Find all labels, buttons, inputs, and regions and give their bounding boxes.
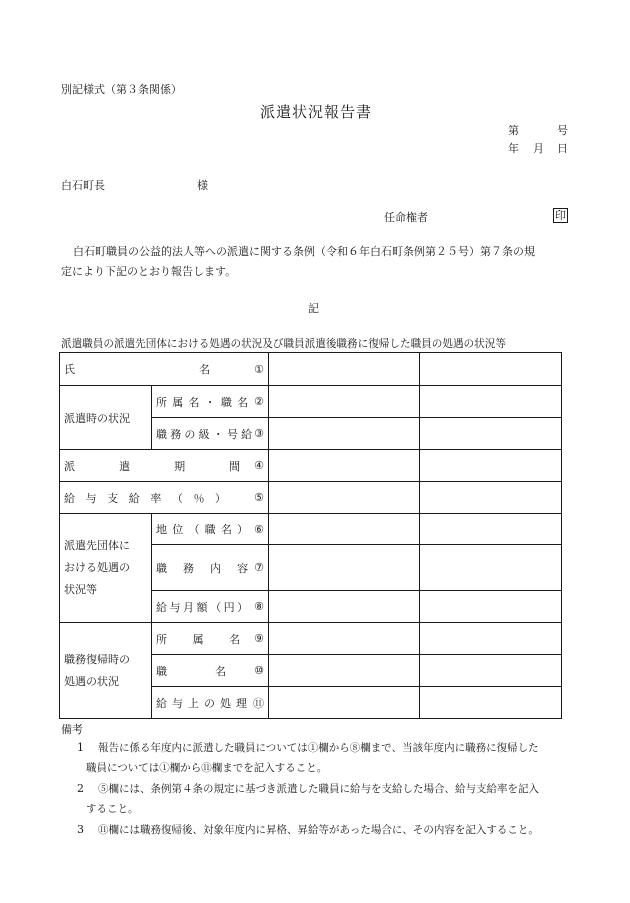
item-number: ⑩ <box>254 664 264 677</box>
label-char: の <box>204 696 215 710</box>
group-label-line: 処遇の状況 <box>64 674 119 688</box>
host-position-extra-cell[interactable] <box>420 514 562 545</box>
label-return-affiliation <box>152 623 269 655</box>
return-pay-treatment-extra-cell[interactable] <box>420 687 562 719</box>
remark-2-line-1: ⑤欄には、条例第４条の規定に基づき派遣した職員に給与を支給した場合、給与支給率を記入 <box>98 783 539 795</box>
remark-2-number: 2 <box>77 782 84 795</box>
remark-1-line-1: 報告に係る年度内に派遣した職員については①欄から⑧欄まで、当該年度内に職務に復帰した <box>98 742 539 754</box>
label-char: 月 <box>183 600 195 614</box>
item-number: ⑨ <box>254 632 264 645</box>
label-char: 容 <box>237 561 249 575</box>
label-char: ） <box>237 523 249 536</box>
remark-3-line-1: ⑪欄には職務復帰後、対象年度内に昇格、昇給等があった場合に、その内容を記入すること。 <box>98 824 539 836</box>
row-host-position <box>60 514 562 545</box>
group-label-line: 職務復帰時の <box>64 652 130 666</box>
remark-1-line-2: 職員については①欄から⑪欄までを記入すること。 <box>86 762 328 774</box>
label-char: の <box>184 427 196 441</box>
item-number: ⑥ <box>254 522 264 536</box>
body-line-2: 定により下記のとおり報告します。 <box>61 265 237 278</box>
item-number: ⑪ <box>253 696 264 710</box>
group-label-line: 派遣先団体に <box>64 539 130 552</box>
label-char: 務 <box>183 561 195 575</box>
label-char: ・ <box>204 395 216 409</box>
label-char: 地 <box>156 523 167 536</box>
item-number: ④ <box>254 459 264 472</box>
period-extra-cell[interactable] <box>420 450 562 482</box>
appointing-authority: 任命権者 <box>384 211 428 224</box>
group-host-treatment <box>60 514 152 623</box>
label-char: 名 <box>215 664 227 678</box>
remark-2-line-2: すること。 <box>86 803 139 815</box>
item-number: ② <box>254 395 264 408</box>
label-host-duties <box>152 545 269 591</box>
host-position-value-cell[interactable] <box>269 514 420 545</box>
label-char: 級 <box>198 427 210 441</box>
name-value-cell[interactable] <box>269 353 420 386</box>
form-label: 別記様式（第３条関係） <box>61 83 182 96</box>
label-char: 円 <box>223 600 235 614</box>
remarks-title: 備考 <box>61 723 83 736</box>
item-number: ⑧ <box>254 600 264 613</box>
row-return-affiliation <box>60 623 562 655</box>
seal-mark: 印 <box>555 209 566 222</box>
pay-rate-value-cell[interactable] <box>269 482 420 514</box>
return-job-value-cell[interactable] <box>269 655 420 687</box>
label-host-position <box>152 514 269 545</box>
label-char: 職 <box>220 395 232 409</box>
number-prefix: 第 <box>508 124 519 137</box>
label-char: 属 <box>192 632 204 646</box>
label-grade <box>152 418 269 450</box>
host-duties-extra-cell[interactable] <box>420 545 562 591</box>
group-label: 派遣時の状況 <box>64 411 130 425</box>
date-day: 日 <box>557 142 568 155</box>
label-char: 内 <box>210 561 222 575</box>
label-affiliation-title <box>152 386 269 418</box>
label-char: 職 <box>156 664 167 678</box>
label-char: 所 <box>156 632 167 646</box>
label-char: 支 <box>107 491 119 505</box>
affiliation-extra-cell[interactable] <box>420 386 562 418</box>
label-char: 職 <box>156 427 167 441</box>
period-value-cell[interactable] <box>269 450 420 482</box>
body-line-1: 白石町職員の公益的法人等への派遣に関する条例（令和６年白石町条例第２５号）第７条の規 <box>73 245 535 258</box>
group-label-line: 状況等 <box>64 583 97 596</box>
label-name <box>60 353 269 386</box>
return-affiliation-extra-cell[interactable] <box>420 623 562 655</box>
label-host-salary <box>152 591 269 623</box>
label-char: 給 <box>64 491 75 505</box>
grade-value-cell[interactable] <box>269 418 420 450</box>
grade-extra-cell[interactable] <box>420 418 562 450</box>
report-table <box>59 352 562 719</box>
item-number: ⑦ <box>254 561 264 574</box>
label-char: 間 <box>229 459 241 473</box>
label-period <box>60 450 269 482</box>
pay-rate-extra-cell[interactable] <box>420 482 562 514</box>
table-caption: 派遣職員の派遣先団体における処遇の状況及び職員派遣後職務に復帰した職員の処遇の状況等 <box>61 338 506 350</box>
label-char: 氏 <box>64 363 75 376</box>
number-suffix: 号 <box>557 124 568 137</box>
label-char: ） <box>237 600 249 614</box>
label-char: 給 <box>156 696 167 710</box>
label-char: （ <box>171 491 183 505</box>
row-period <box>60 450 562 482</box>
label-char: 額 <box>196 600 208 614</box>
addressee: 白石町長 <box>61 179 105 192</box>
label-char: 派 <box>64 459 75 473</box>
label-char: ） <box>215 491 227 505</box>
label-return-job <box>152 655 269 687</box>
name-extra-cell[interactable] <box>420 353 562 386</box>
date-month: 月 <box>533 142 544 155</box>
return-job-extra-cell[interactable] <box>420 655 562 687</box>
label-char: ・ <box>212 427 224 441</box>
label-pay-rate <box>60 482 269 514</box>
ki-heading: 記 <box>308 302 319 315</box>
return-pay-treatment-value-cell[interactable] <box>269 687 420 719</box>
row-dispatch-affiliation <box>60 386 562 418</box>
honorific: 様 <box>197 179 208 192</box>
row-pay-rate <box>60 482 562 514</box>
item-number: ⑤ <box>254 491 264 504</box>
label-char: 理 <box>236 696 247 710</box>
host-duties-value-cell[interactable] <box>269 545 420 591</box>
label-char: （ <box>188 523 200 536</box>
label-char: 与 <box>172 696 183 710</box>
host-salary-value-cell[interactable] <box>269 591 420 623</box>
label-char: 名 <box>199 363 211 376</box>
group-return-treatment <box>60 623 152 719</box>
label-char: 与 <box>169 600 181 614</box>
label-char: 務 <box>170 427 182 441</box>
label-char: 処 <box>220 696 231 710</box>
label-char: 率 <box>150 491 162 505</box>
label-char: 名 <box>188 395 200 409</box>
return-affiliation-value-cell[interactable] <box>269 623 420 655</box>
label-char: 位 <box>172 523 184 536</box>
affiliation-value-cell[interactable] <box>269 386 420 418</box>
label-char: 所 <box>156 395 167 409</box>
label-char: 号 <box>226 427 238 441</box>
label-char: 名 <box>237 395 249 409</box>
label-char: 上 <box>188 696 199 710</box>
label-char: 職 <box>204 523 216 536</box>
label-char: 期 <box>174 459 186 473</box>
row-name <box>60 353 562 386</box>
remark-3-number: 3 <box>77 823 84 836</box>
document-title: 派遣状況報告書 <box>260 103 373 121</box>
remark-1-number: 1 <box>77 741 84 754</box>
label-char: 給 <box>128 491 140 505</box>
host-salary-extra-cell[interactable] <box>420 591 562 623</box>
label-char: 名 <box>220 523 232 536</box>
group-label-line: おける処遇の <box>64 561 130 574</box>
date-year: 年 <box>508 142 519 155</box>
label-char: （ <box>210 600 222 614</box>
group-dispatch-time <box>60 386 152 450</box>
item-number: ③ <box>254 427 264 440</box>
label-char: 属 <box>172 395 184 409</box>
label-char: 給 <box>156 600 167 614</box>
label-char: 遣 <box>119 459 131 473</box>
label-char: 職 <box>156 561 167 575</box>
label-char: 名 <box>229 632 241 646</box>
label-char: ％ <box>193 491 205 505</box>
item-number: ① <box>254 362 264 376</box>
label-char: 給 <box>241 427 253 441</box>
label-char: 与 <box>85 491 97 505</box>
label-return-pay-treatment <box>152 687 269 719</box>
